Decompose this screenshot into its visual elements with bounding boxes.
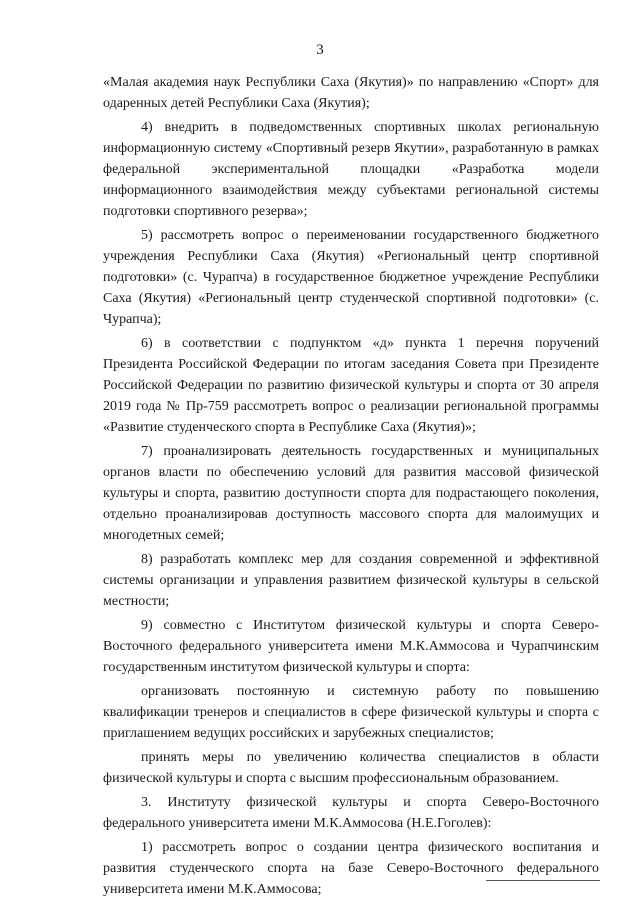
paragraph-item-6: 6) в соответствии с подпунктом «д» пункта 1 перечня поручений Президента Российской Федерации по итогам заседания Совета при Президенте Российской Федерации по развитию физической культуры и спорта от 30 апреля 2019 года № Пр-759 рассмотреть вопрос о реализации региональной программы «Развитие студенческого спорта в Республике Саха (Якутия)»; [103, 336, 599, 435]
paragraph-subitem-training: организовать постоянную и системную работу по повышению квалификации тренеров и специалистов в сфере физической культуры и спорта с приглашением ведущих российских и зарубежных специалистов; [103, 684, 599, 741]
paragraph-continuation: «Малая академия наук Республики Саха (Якутия)» по направлению «Спорт» для одаренных детей Республики Саха (Якутия); [103, 75, 599, 111]
paragraph-item-5: 5) рассмотреть вопрос о переименовании государственного бюджетного учреждения Республики Саха (Якутия) «Региональный центр спортивной подготовки» (с. Чурапча) в государственное бюджетное учреждение Республики Саха (Якутия) «Региональный центр студенческой спортивной подготовки» (с. Чурапча); [103, 228, 599, 327]
paragraph-item-4: 4) внедрить в подведомственных спортивных школах региональную информационную систему «Спортивный резерв Якутии», разработанную в рамках федеральной экспериментальной площадки «Разработка модели информационного взаимодействия между субъектами региональной системы подготовки спортивного резерва»; [103, 120, 599, 219]
paragraph-subitem-specialists: принять меры по увеличению количества специалистов в области физической культуры и спорта с высшим профессиональным образованием. [103, 750, 599, 786]
document-body [103, 72, 599, 903]
paragraph-item-8: 8) разработать комплекс мер для создания современной и эффективной системы организации и управления развитием физической культуры в сельской местности; [103, 552, 599, 609]
footer-rule [486, 880, 600, 881]
paragraph-section-3: 3. Институту физической культуры и спорта Северо-Восточного федерального университета имени М.К.Аммосова (Н.Е.Гоголев): [103, 795, 599, 831]
paragraph-section-3-item-1: 1) рассмотреть вопрос о создании центра физического воспитания и развития студенческого спорта на базе Северо-Восточного федерального университета имени М.К.Аммосова; [103, 840, 599, 897]
page-number: 3 [316, 42, 324, 58]
paragraph-item-7: 7) проанализировать деятельность государственных и муниципальных органов власти по обеспечению условий для развития массовой физической культуры и спорта, развитию доступности спорта для подрастающего поколения, отдельно проанализировав доступность массового спорта для малоимущих и многодетных семей; [103, 444, 599, 543]
paragraph-item-9: 9) совместно с Институтом физической культуры и спорта Северо-Восточного федерального университета имени М.К.Аммосова и Чурапчинским государственным институтом физической культуры и спорта: [103, 618, 599, 675]
